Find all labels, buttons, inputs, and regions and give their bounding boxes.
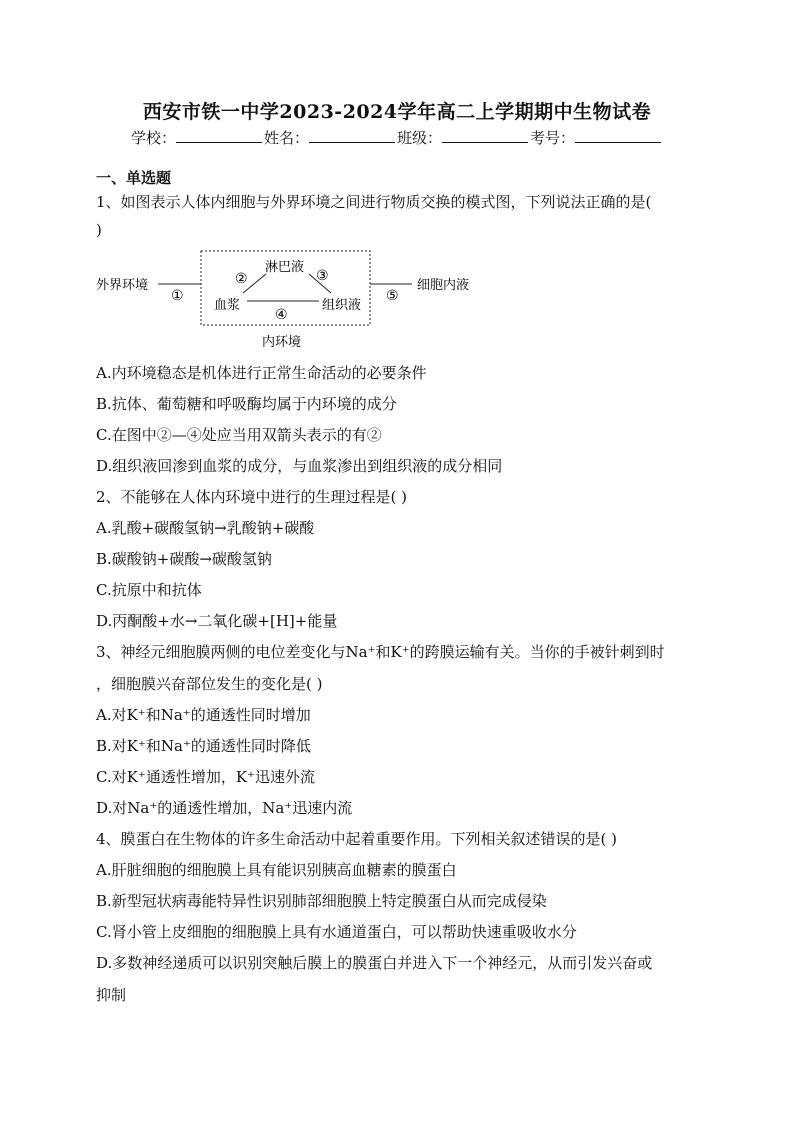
q1-option-a: A.内环境稳态是机体进行正常生命活动的必要条件 — [96, 364, 427, 382]
q3-option-d: D.对Na⁺的通透性增加，Na⁺迅速内流 — [96, 799, 353, 817]
q4-option-a: A.肝脏细胞的细胞膜上具有能识别胰高血糖素的膜蛋白 — [96, 861, 457, 879]
q4-stem: 4、膜蛋白在生物体的许多生命活动中起着重要作用。下列相关叙述错误的是( ) — [96, 830, 618, 848]
marker-3: ③ — [316, 268, 329, 284]
q2-stem: 2、不能够在人体内环境中进行的生理过程是( ) — [96, 488, 408, 506]
exchange-diagram — [96, 248, 496, 352]
student-info-row — [0, 127, 794, 148]
marker-1: ① — [171, 288, 184, 304]
class-blank — [442, 128, 528, 143]
q4-option-b: B.新型冠状病毒能特异性识别肺部细胞膜上特定膜蛋白从而完成侵染 — [96, 892, 547, 910]
number-label: 考号： — [530, 129, 576, 147]
q3-stem-line1: 3、神经元细胞膜两侧的电位差变化与Na⁺和K⁺的跨膜运输有关。当你的手被针刺到时 — [96, 643, 665, 661]
tissue-fluid-label: 组织液 — [322, 298, 362, 313]
marker-5: ⑤ — [386, 288, 399, 304]
q4-option-d-line2: 抑制 — [96, 986, 127, 1004]
q2-option-c: C.抗原中和抗体 — [96, 581, 202, 599]
q1-option-b: B.抗体、葡萄糖和呼吸酶均属于内环境的成分 — [96, 395, 397, 413]
q2-option-d: D.丙酮酸+水→二氧化碳+[H]+能量 — [96, 612, 338, 630]
q1-option-c: C.在图中②—④处应当用双箭头表示的有② — [96, 426, 382, 444]
lymph-label: 淋巴液 — [265, 260, 305, 275]
intracellular-label: 细胞内液 — [417, 278, 470, 293]
q4-option-c: C.肾小管上皮细胞的细胞膜上具有水通道蛋白，可以帮助快速重吸收水分 — [96, 923, 577, 941]
outer-env-label: 外界环境 — [96, 278, 149, 293]
q2-option-a: A.乳酸+碳酸氢钠→乳酸钠+碳酸 — [96, 519, 315, 537]
q1-stem-line1: 1、如图表示人体内细胞与外界环境之间进行物质交换的模式图，下列说法正确的是( — [96, 193, 652, 211]
q4-option-d-line1: D.多数神经递质可以识别突触后膜上的膜蛋白并进入下一个神经元，从而引发兴奋或 — [96, 954, 653, 972]
q1-diagram — [96, 248, 496, 352]
class-label: 班级： — [397, 129, 443, 147]
school-label: 学校： — [130, 129, 176, 147]
name-blank — [309, 128, 395, 143]
q2-option-b: B.碳酸钠+碳酸→碳酸氢钠 — [96, 550, 272, 568]
exam-title: 西安市铁一中学2023-2024学年高二上学期期中生物试卷 — [142, 101, 652, 123]
marker-2: ② — [235, 271, 248, 287]
plasma-label: 血浆 — [214, 298, 241, 313]
q1-stem-line2: ) — [96, 221, 102, 239]
q3-option-b: B.对K⁺和Na⁺的通透性同时降低 — [96, 737, 311, 755]
marker-4: ④ — [275, 307, 288, 323]
name-label: 姓名： — [263, 129, 309, 147]
school-blank — [176, 128, 262, 143]
q1-option-d: D.组织液回渗到血浆的成分，与血浆渗出到组织液的成分相同 — [96, 457, 503, 475]
section-title: 一、单选题 — [96, 169, 172, 187]
internal-env-label: 内环境 — [262, 335, 302, 350]
number-blank — [575, 128, 661, 143]
q3-option-c: C.对K⁺通透性增加，K⁺迅速外流 — [96, 768, 315, 786]
q3-stem-line2: ，细胞膜兴奋部位发生的变化是( ) — [96, 675, 323, 693]
q3-option-a: A.对K⁺和Na⁺的通透性同时增加 — [96, 706, 311, 724]
